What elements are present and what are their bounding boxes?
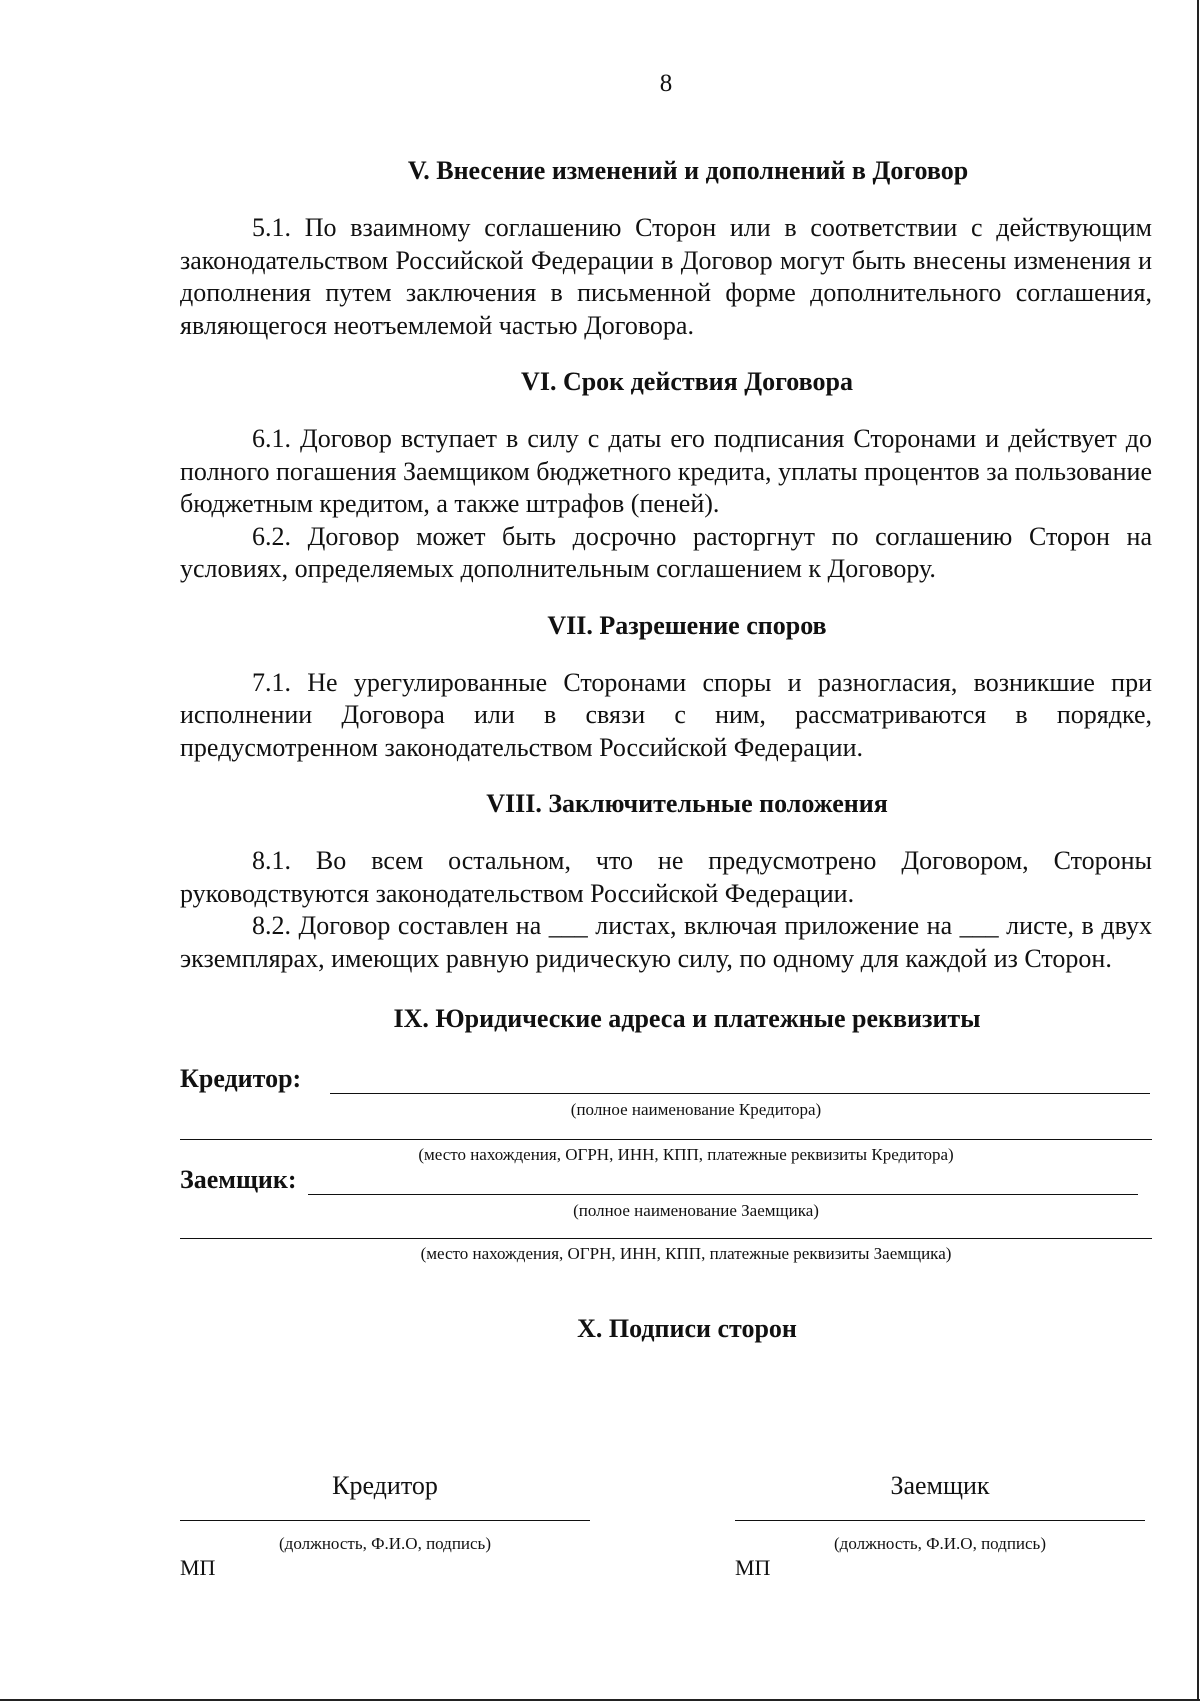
section-9-title: IX. Юридические адреса и платежные реквизиты: [393, 1004, 981, 1033]
clause-6-1: 6.1. Договор вступает в силу с даты его подписания Сторонами и действует до полного погашения Заемщиком бюджетного кредита, уплаты процентов за пользование бюджетным кредитом, а также штрафов (пеней).: [180, 424, 1152, 518]
clause-6-2: 6.2. Договор может быть досрочно расторгнут по соглашению Сторон на условиях, определяемых дополнительным соглашением к Договору.: [180, 521, 1152, 583]
scan-edge-right: [1197, 0, 1199, 1701]
borrower-name-caption: (полное наименование Заемщика): [573, 1201, 819, 1220]
section-5-title: V. Внесение изменений и дополнений в Договор: [407, 156, 969, 185]
clause-5-1: 5.1. По взаимному соглашению Сторон или в соответствии с действующим законодательством Российской Федерации в Договор могут быть внесены изменения и дополнения путем заключения в письменной форме дополнительного соглашения, являющегося неотъемлемой частью Договора.: [180, 213, 1152, 340]
section-8-title: VIII. Заключительные положения: [486, 789, 888, 818]
borrower-label: Заемщик:: [180, 1165, 297, 1194]
borrower-details-caption: (место нахождения, ОГРН, ИНН, КПП, платежные реквизиты Заемщика): [420, 1244, 952, 1263]
creditor-name-caption: (полное наименование Кредитора): [570, 1100, 822, 1119]
borrower-signature-caption: (должность, Ф.И.О, подпись): [834, 1534, 1046, 1553]
borrower-signature-line: [735, 1520, 1145, 1521]
creditor-details-line: [180, 1139, 1152, 1140]
borrower-name-row: [180, 1164, 1152, 1198]
creditor-details-caption: (место нахождения, ОГРН, ИНН, КПП, платежные реквизиты Кредитора): [418, 1145, 954, 1164]
creditor-name-line: [330, 1093, 1150, 1094]
clause-8-1: 8.1. Во всем остальном, что не предусмотрено Договором, Стороны руководствуются законодательством Российской Федерации.: [180, 846, 1152, 908]
document-body: [180, 155, 1152, 1345]
creditor-label: Кредитор:: [180, 1064, 302, 1093]
creditor-signature-caption: (должность, Ф.И.О, подпись): [279, 1534, 491, 1553]
borrower-details-line: [180, 1238, 1152, 1239]
creditor-signature-line: [180, 1520, 590, 1521]
page-number: 8: [659, 70, 673, 97]
section-7-title: VII. Разрешение споров: [547, 610, 827, 640]
clause-8-2: 8.2. Договор составлен на ___ листах, включая приложение на ___ листе, в двух экземплярах, имеющих равную ридическую силу, по одному для каждой из Сторон.: [180, 911, 1152, 973]
section-10-title: X. Подписи сторон: [577, 1314, 797, 1343]
section-6-title: VI. Срок действия Договора: [521, 367, 853, 396]
creditor-stamp-label: МП: [180, 1555, 216, 1580]
clause-7-1: 7.1. Не урегулированные Сторонами споры и разногласия, возникшие при исполнении Договора или в связи с ним, рассматриваются в порядке, предусмотренном законодательством Российской Федерации.: [180, 667, 1152, 762]
borrower-signature-title: Заемщик: [890, 1471, 990, 1500]
borrower-signature-block: [735, 1470, 1145, 1581]
borrower-stamp-label: МП: [735, 1555, 771, 1580]
borrower-name-line: [308, 1194, 1138, 1195]
creditor-name-row: [180, 1063, 1152, 1097]
creditor-signature-block: [180, 1470, 590, 1581]
creditor-signature-title: Кредитор: [332, 1471, 438, 1500]
